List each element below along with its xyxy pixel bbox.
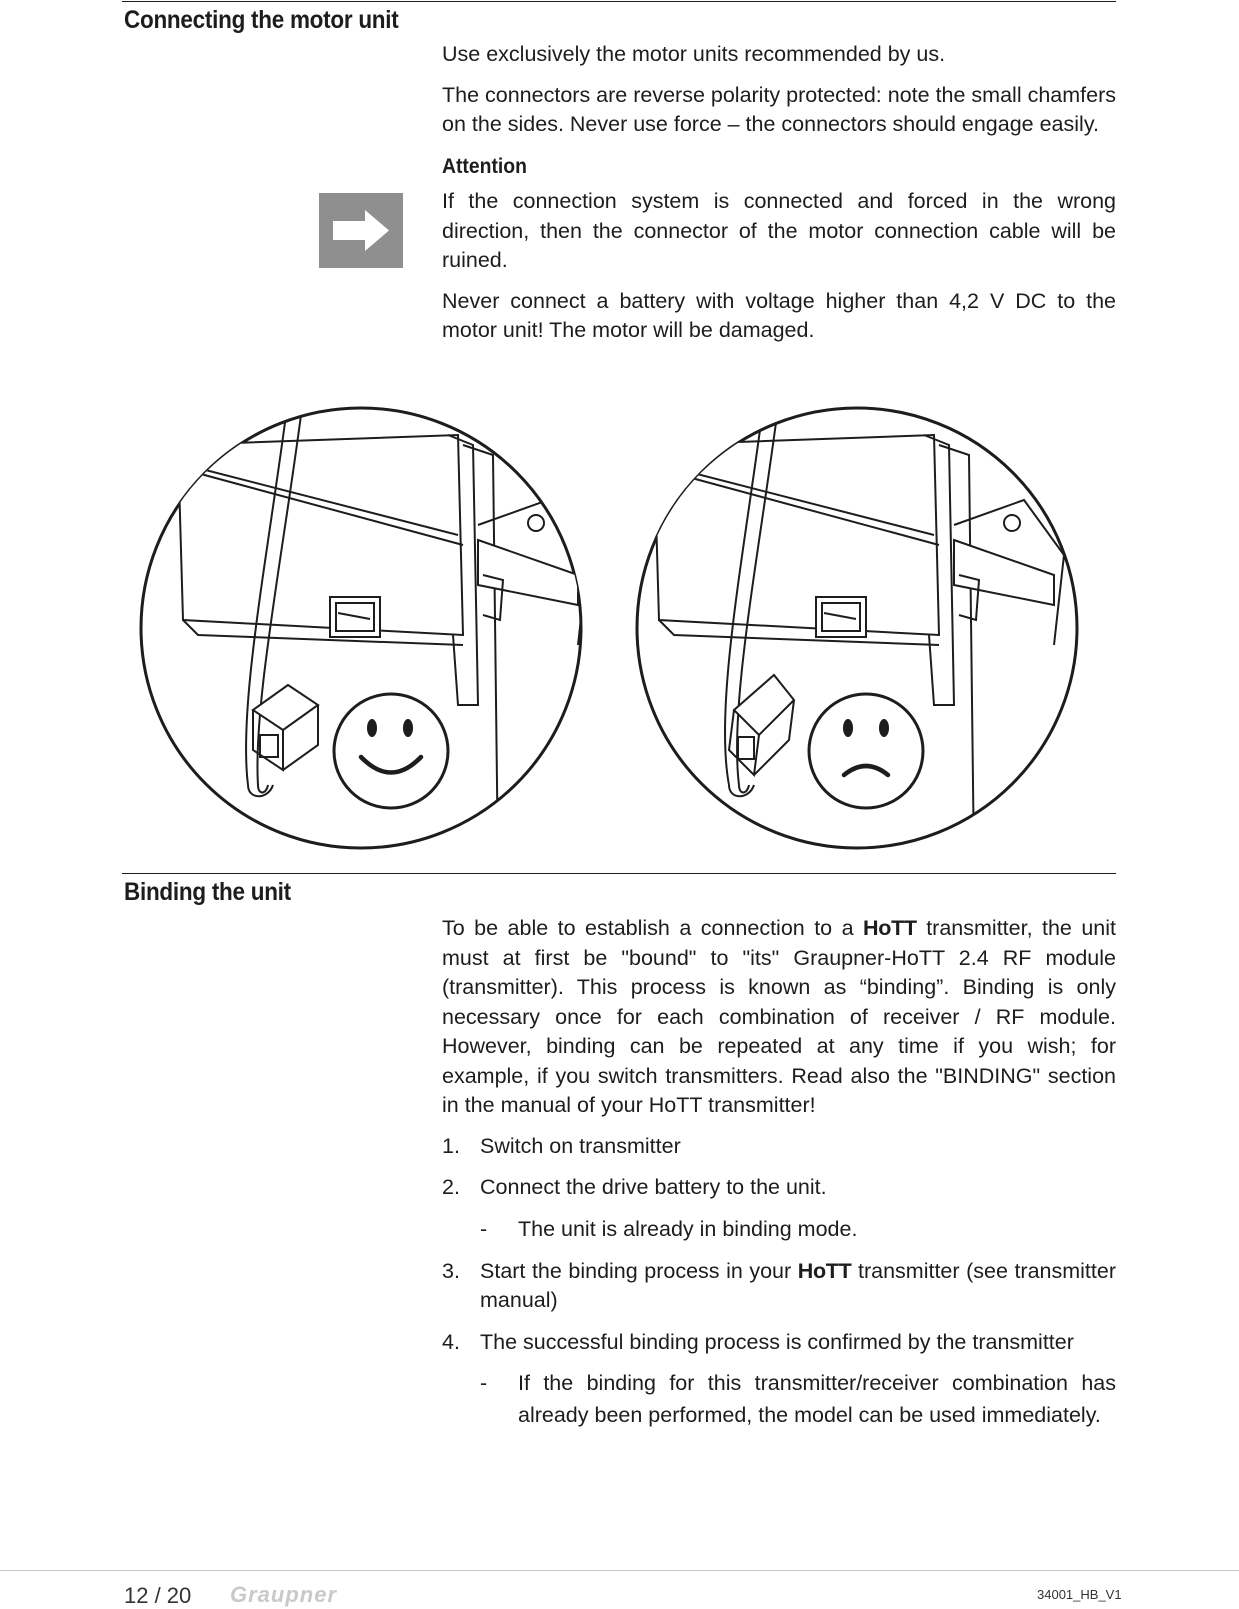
graupner-logo: Graupner	[230, 1582, 338, 1607]
step-item	[442, 1257, 1116, 1316]
step-text: Connect the drive battery to the unit.	[480, 1175, 827, 1199]
page-number: 12 / 20	[124, 1583, 192, 1608]
paragraph-attention-voltage: Never connect a battery with voltage higher than 4,2 V DC to the motor unit! The motor will be damaged.	[442, 288, 1116, 342]
illustration-correct-connection	[138, 405, 584, 851]
paragraph-attention-wrong-direction: If the connection system is connected and forced in the wrong direction, then the connector of the motor connection cable will be ruined.	[442, 189, 1116, 272]
step-text-before: Start the binding process in your	[480, 1258, 798, 1283]
motor-unit-body	[442, 40, 1116, 357]
section-title-motor-unit: Connecting the motor unit	[124, 6, 399, 34]
brand-hott: HoTT	[797, 1258, 852, 1283]
attention-arrow-box	[319, 193, 403, 268]
step-number: 4.	[442, 1329, 460, 1354]
sub-dash: -	[480, 1216, 488, 1241]
illustration-wrong-connection	[634, 405, 1080, 851]
intro-text-before: To be able to establish a connection to a	[442, 916, 864, 940]
step-text: The successful binding process is confirmed by the transmitter	[480, 1329, 1074, 1354]
sad-face-icon	[809, 694, 923, 808]
intro-text-after: transmitter, the unit must at first be "bound" to "its" Graupner-HoTT 2.4 RF module (transmitter). This process is known as “binding”. Binding is only necessary once for each combination of receiver / RF module. However, binding can be repeated at any time if you wish; for example, if you switch transmitters. Read also the "BINDING" section in the manual of your HoTT transmitter!	[442, 916, 1117, 1117]
paragraph-recommended: Use exclusively the motor units recommended by us.	[442, 42, 946, 66]
binding-body	[442, 914, 1116, 1443]
step-item	[442, 1132, 1116, 1162]
footer-rule	[0, 1570, 1239, 1571]
step-text: Switch on transmitter	[480, 1133, 681, 1158]
attention-title: Attention	[442, 153, 527, 178]
sub-text: The unit is already in binding mode.	[518, 1216, 858, 1241]
sub-text: If the binding for this transmitter/receiver combination has already been performed, the model can be used immediately.	[518, 1371, 1116, 1427]
section-rule-binding	[122, 873, 1116, 874]
step-number: 1.	[442, 1133, 460, 1158]
paragraph-polarity: The connectors are reverse polarity protected: note the small chamfers on the sides. Never use force – the connectors should engage easily.	[442, 82, 1116, 136]
attention-block	[442, 152, 1116, 346]
arrow-right-icon	[319, 193, 403, 268]
section-title-binding: Binding the unit	[124, 878, 291, 906]
step-number: 3.	[442, 1258, 460, 1283]
step-subitem	[480, 1367, 1116, 1431]
paragraph-binding-intro	[442, 914, 1116, 1121]
binding-steps	[442, 1132, 1116, 1432]
sub-dash: -	[480, 1371, 488, 1395]
step-item	[442, 1328, 1116, 1432]
document-code: 34001_HB_V1	[1037, 1587, 1122, 1602]
step-subitem	[480, 1213, 1116, 1245]
happy-face-icon	[334, 694, 448, 808]
section-rule-top	[122, 1, 1116, 2]
step-item	[442, 1173, 1116, 1245]
step-text-after: transmitter (see transmitter manual)	[480, 1258, 1116, 1312]
step-number: 2.	[442, 1175, 460, 1199]
brand-hott: HoTT	[863, 916, 917, 940]
